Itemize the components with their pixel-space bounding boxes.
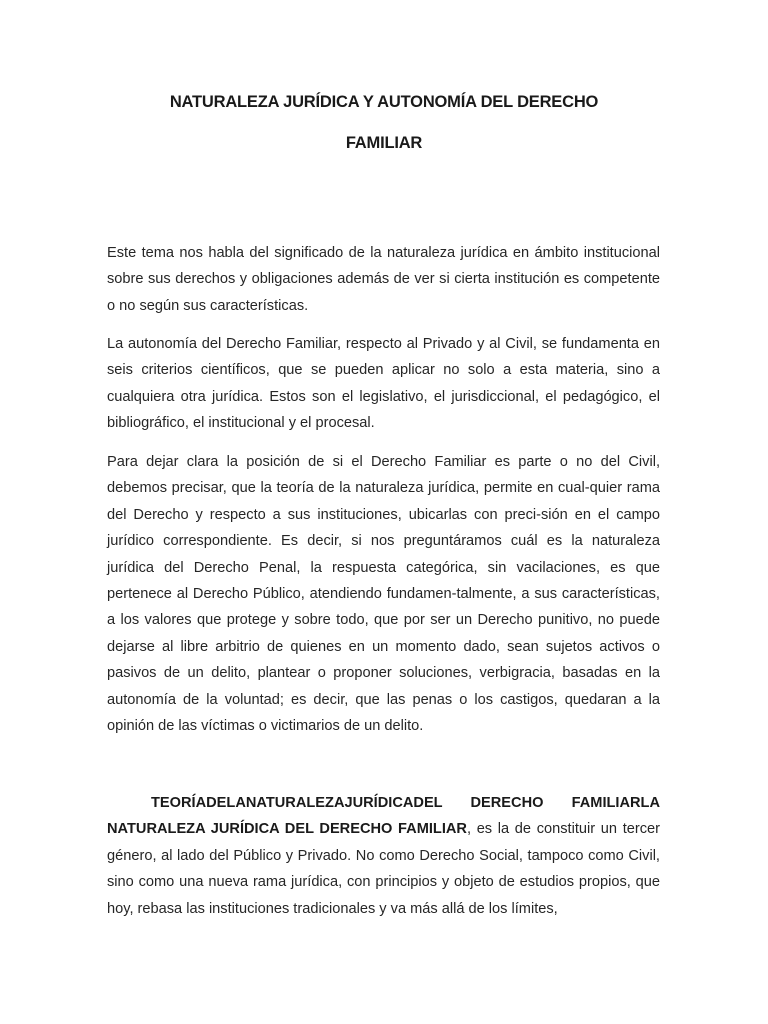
document-title-line-2: FAMILIAR	[345, 134, 423, 152]
paragraph-autonomy: La autonomía del Derecho Familiar, respecto al Privado y al Civil, se fundamenta en seis criterios científicos, que se pueden aplicar no solo a esta materia, sino a cualquiera otra jurídica. Estos son el legislativo, el jurisdiccional, el pedagógico, el bibliográfico, el institucional y el procesal.	[107, 336, 660, 432]
theory-body-text: , es la de constituir un tercer género, al lado del Público y Privado. No como Derecho Social, tampoco como Civil, sino como una nueva rama jurídica, con principios y objeto de estudios propios, que hoy, rebasa las instituciones tradicionales y va más allá de los límites,	[107, 821, 660, 917]
theory-heading-bold: TEORÍADELANATURALEZAJURÍDICADEL DERECHO FAMILIARLA NATURALEZA JURÍDICA DEL DERECHO FAMILIAR	[107, 795, 660, 838]
paragraph-theory	[107, 790, 660, 922]
paragraph-introduction: Este tema nos habla del significado de la naturaleza jurídica en ámbito institucional sobre sus derechos y obligaciones además de ver si cierta institución es competente o no según sus características.	[107, 245, 660, 314]
document-title-line-1: NATURALEZA JURÍDICA Y AUTONOMÍA DEL DERECHO	[169, 93, 599, 111]
paragraph-legal-nature: Para dejar clara la posición de si el Derecho Familiar es parte o no del Civil, debemos precisar, que la teoría de la naturaleza jurídica, permite en cual-quier rama del Derecho y respecto a sus instituciones, ubicarlas con preci-sión en el campo jurídico correspondiente. Es decir, si nos preguntáramos cuál es la naturaleza jurídica del Derecho Penal, la respuesta categórica, sin vacilaciones, es que pertenece al Derecho Público, atendiendo fundamen-talmente, a sus características, a los valores que protege y sobre todo, que por ser un Derecho punitivo, no puede dejarse al libre arbitrio de quienes en un momento dado, sean sujetos activos o pasivos de un delito, plantear o proponer soluciones, verbigracia, basadas en la autonomía de la voluntad; es decir, que las penas o los castigos, quedaran a la opinión de las víctimas o victimarios de un delito.	[107, 454, 660, 735]
